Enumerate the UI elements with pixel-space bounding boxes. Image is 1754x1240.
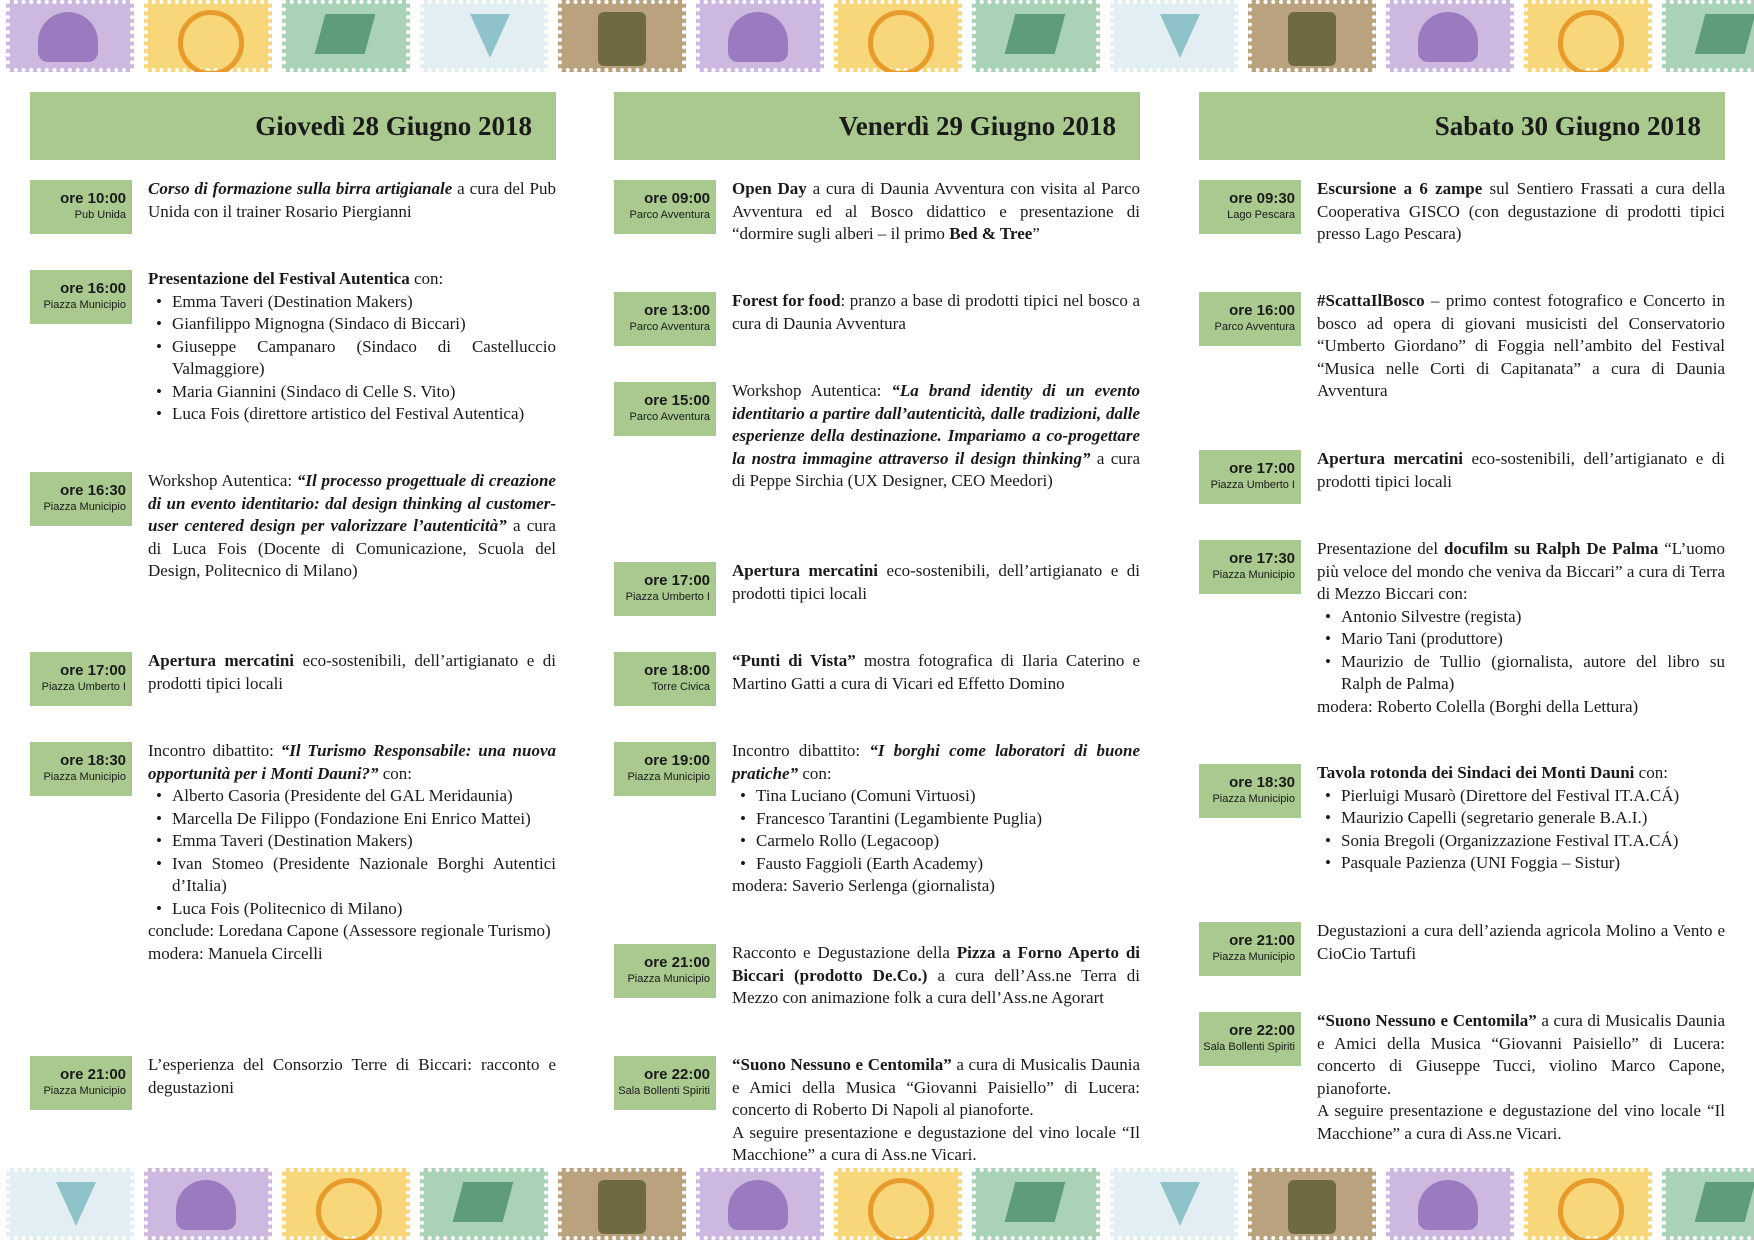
event-description bbox=[148, 740, 556, 965]
event-item bbox=[614, 290, 1140, 335]
event-item bbox=[614, 650, 1140, 695]
event-description bbox=[732, 178, 1140, 246]
event-note: modera: Roberto Colella (Borghi della Lettura) bbox=[1317, 696, 1639, 716]
event-text-segment: “Suono Nessuno e Centomila” bbox=[1317, 1011, 1537, 1030]
time-badge bbox=[1199, 540, 1301, 594]
event-time: ore 10:00 bbox=[60, 190, 126, 207]
event-text bbox=[732, 178, 1140, 246]
time-badge bbox=[1199, 922, 1301, 976]
stamp-illustration bbox=[696, 1168, 824, 1240]
event-text-segment: Forest for food bbox=[732, 291, 841, 310]
event-item bbox=[614, 560, 1140, 605]
participant-list bbox=[1317, 785, 1725, 875]
event-description bbox=[732, 290, 1140, 335]
event-item bbox=[1199, 1010, 1725, 1145]
stamp-illustration bbox=[144, 0, 272, 72]
event-time: ore 16:00 bbox=[60, 280, 126, 297]
event-time: ore 21:00 bbox=[60, 1066, 126, 1083]
event-place: Piazza Municipio bbox=[1212, 951, 1295, 963]
event-text-segment: con: bbox=[798, 763, 832, 783]
event-text bbox=[732, 1054, 1140, 1122]
stamp-illustration bbox=[972, 0, 1100, 72]
event-text-segment: Tavola rotonda dei Sindaci dei Monti Dauni bbox=[1317, 763, 1635, 782]
event-text-segment: Workshop Autentica: bbox=[148, 471, 297, 490]
event-description bbox=[1317, 178, 1725, 246]
participant-list bbox=[1317, 606, 1725, 696]
day-column-saturday bbox=[1199, 92, 1725, 1167]
participant-item: • Antonio Silvestre (regista) bbox=[1317, 606, 1725, 629]
bottom-decorative-stamp-band bbox=[0, 1168, 1754, 1240]
event-place: Piazza Municipio bbox=[43, 771, 126, 783]
time-badge bbox=[1199, 292, 1301, 346]
stamp-illustration bbox=[1386, 0, 1514, 72]
event-time: ore 18:30 bbox=[60, 752, 126, 769]
event-time: ore 15:00 bbox=[644, 392, 710, 409]
participant-item: • Pasquale Pazienza (UNI Foggia – Sistur) bbox=[1317, 852, 1725, 875]
participant-item: • Giuseppe Campanaro (Sindaco di Castelluccio Valmaggiore) bbox=[148, 336, 556, 381]
event-text-segment: Presentazione del Festival Autentica bbox=[148, 269, 410, 288]
participant-item: • Maurizio Capelli (segretario generale B.A.I.) bbox=[1317, 807, 1725, 830]
event-time: ore 17:30 bbox=[1229, 550, 1295, 567]
event-text bbox=[732, 560, 1140, 605]
event-description bbox=[732, 1054, 1140, 1167]
event-text-segment: a cura di Peppe Sirchia (UX Designer, CEO Meedori) bbox=[732, 448, 1140, 490]
participant-item: • Emma Taveri (Destination Makers) bbox=[148, 830, 556, 853]
event-text-segment: con: bbox=[1634, 763, 1668, 782]
event-place: Parco Avventura bbox=[629, 321, 710, 333]
time-badge bbox=[30, 472, 132, 526]
time-badge bbox=[1199, 764, 1301, 818]
event-text bbox=[148, 740, 556, 785]
event-place: Piazza Umberto I bbox=[1210, 479, 1295, 491]
participant-item: • Maurizio de Tullio (giornalista, autore del libro su Ralph de Palma) bbox=[1317, 651, 1725, 696]
event-item bbox=[30, 268, 556, 426]
day-title: Sabato 30 Giugno 2018 bbox=[1434, 110, 1701, 141]
event-description bbox=[1317, 1010, 1725, 1145]
event-text bbox=[1317, 762, 1725, 785]
event-item bbox=[614, 942, 1140, 1010]
event-description bbox=[1317, 448, 1725, 493]
event-text-segment: docufilm su Ralph De Palma bbox=[1443, 539, 1659, 558]
event-text-segment: Apertura mercatini bbox=[148, 651, 295, 670]
event-text-emphasis: “Il Turismo Responsabile: una nuova opportunità per i Monti Dauni?” bbox=[148, 741, 556, 783]
event-time: ore 22:00 bbox=[1229, 1022, 1295, 1039]
event-time: ore 16:00 bbox=[1229, 302, 1295, 319]
participant-item: • Gianfilippo Mignogna (Sindaco di Biccari) bbox=[148, 313, 556, 336]
stamp-illustration bbox=[1110, 1168, 1238, 1240]
participant-item: • Mario Tani (produttore) bbox=[1317, 628, 1725, 651]
event-text bbox=[1317, 920, 1725, 965]
event-description bbox=[148, 178, 556, 223]
participant-item: • Sonia Bregoli (Organizzazione Festival IT.A.CÁ) bbox=[1317, 830, 1725, 853]
stamp-illustration bbox=[972, 1168, 1100, 1240]
event-place: Piazza Municipio bbox=[43, 501, 126, 513]
stamp-illustration bbox=[6, 0, 134, 72]
event-description bbox=[732, 942, 1140, 1010]
event-text bbox=[1317, 290, 1725, 403]
event-place: Lago Pescara bbox=[1227, 209, 1295, 221]
participant-item: • Tina Luciano (Comuni Virtuosi) bbox=[732, 785, 1140, 808]
time-badge bbox=[1199, 1012, 1301, 1066]
event-text bbox=[148, 1054, 556, 1099]
event-text-segment: Workshop Autentica: bbox=[732, 381, 892, 400]
event-text-segment: Racconto e Degustazione della bbox=[732, 943, 957, 962]
event-item bbox=[1199, 448, 1725, 493]
event-place: Parco Avventura bbox=[629, 209, 710, 221]
event-item bbox=[30, 470, 556, 583]
event-time: ore 22:00 bbox=[644, 1066, 710, 1083]
event-text bbox=[1317, 1010, 1725, 1100]
event-description bbox=[732, 380, 1140, 493]
stamp-illustration bbox=[1386, 1168, 1514, 1240]
stamp-illustration bbox=[420, 0, 548, 72]
event-text bbox=[148, 178, 556, 223]
event-text-emphasis: “La brand identity di un evento identitario a partire dall’autenticità, dalle tradizioni, dalle esperienze della destinazione. Impariamo a co-progettare la nostra immagine attraverso il design thinking” bbox=[732, 381, 1140, 468]
time-badge bbox=[30, 742, 132, 796]
event-item bbox=[30, 740, 556, 965]
participant-item: • Luca Fois (direttore artistico del Festival Autentica) bbox=[148, 403, 556, 426]
stamp-illustration bbox=[1110, 0, 1238, 72]
event-text-segment: Incontro dibattito: bbox=[148, 741, 281, 760]
time-badge bbox=[614, 742, 716, 796]
time-badge bbox=[30, 652, 132, 706]
event-item bbox=[614, 380, 1140, 493]
stamp-illustration bbox=[1662, 1168, 1754, 1240]
event-text-segment: “Suono Nessuno e Centomila” bbox=[732, 1055, 952, 1074]
event-text-segment: Apertura mercatini bbox=[1317, 449, 1464, 468]
stamp-illustration bbox=[420, 1168, 548, 1240]
event-text-segment: eco-sostenibili, dell’artigianato e di prodotti tipici locali bbox=[148, 651, 556, 693]
day-column-friday bbox=[614, 92, 1140, 1167]
event-place: Piazza Municipio bbox=[1212, 793, 1295, 805]
event-text bbox=[148, 268, 556, 291]
event-text-emphasis: Corso di formazione sulla birra artigianale bbox=[148, 179, 453, 198]
stamp-illustration bbox=[282, 1168, 410, 1240]
event-place: Piazza Umberto I bbox=[41, 681, 126, 693]
event-text-segment: a cura del Pub Unida con il trainer Rosario Piergianni bbox=[148, 179, 556, 221]
event-place: Piazza Municipio bbox=[627, 771, 710, 783]
event-item bbox=[30, 178, 556, 223]
time-badge bbox=[1199, 180, 1301, 234]
event-text-segment: “Punti di Vista” bbox=[732, 651, 856, 670]
event-text-segment: “L’uomo più veloce del mondo che veniva da Biccari” a cura di Terra di Mezzo Biccari con: bbox=[1317, 539, 1725, 603]
event-description bbox=[148, 470, 556, 583]
event-description bbox=[732, 650, 1140, 695]
stamp-illustration bbox=[834, 1168, 962, 1240]
time-badge bbox=[614, 652, 716, 706]
event-place: Parco Avventura bbox=[629, 411, 710, 423]
event-text-emphasis: “I borghi come laboratori di buone pratiche” bbox=[732, 741, 1140, 783]
event-place: Sala Bollenti Spiriti bbox=[1203, 1041, 1295, 1053]
stamp-illustration bbox=[1248, 1168, 1376, 1240]
participant-list bbox=[732, 785, 1140, 875]
day-header bbox=[614, 92, 1140, 160]
participant-item: • Fausto Faggioli (Earth Academy) bbox=[732, 853, 1140, 876]
event-note: conclude: Loredana Capone (Assessore regionale Turismo) bbox=[148, 921, 551, 940]
event-description bbox=[148, 268, 556, 426]
event-item bbox=[614, 740, 1140, 898]
event-place: Parco Avventura bbox=[1214, 321, 1295, 333]
event-time: ore 09:30 bbox=[1229, 190, 1295, 207]
event-text bbox=[148, 650, 556, 695]
event-text-segment: Open Day bbox=[732, 179, 807, 198]
day-header bbox=[1199, 92, 1725, 160]
time-badge bbox=[30, 180, 132, 234]
time-badge bbox=[614, 562, 716, 616]
participant-item: • Pierluigi Musarò (Direttore del Festival IT.A.CÁ) bbox=[1317, 785, 1725, 808]
stamp-illustration bbox=[1524, 1168, 1652, 1240]
event-note: modera: Manuela Circelli bbox=[148, 943, 323, 963]
event-text-segment: : pranzo a base di prodotti tipici nel bosco a cura di Daunia Avventura bbox=[732, 291, 1140, 333]
event-item bbox=[614, 178, 1140, 246]
event-description bbox=[732, 740, 1140, 898]
participant-item: • Marcella De Filippo (Fondazione Eni Enrico Mattei) bbox=[148, 808, 556, 831]
event-note: modera: Saverio Serlenga (giornalista) bbox=[732, 876, 995, 895]
time-badge bbox=[30, 270, 132, 324]
day-header bbox=[30, 92, 556, 160]
event-time: ore 21:00 bbox=[1229, 932, 1295, 949]
event-text-emphasis: “Il processo progettuale di creazione di un evento identitario: dal design thinking al customer-user centered design per valorizzare l’autenticità” bbox=[148, 471, 556, 535]
stamp-illustration bbox=[558, 1168, 686, 1240]
event-time: ore 13:00 bbox=[644, 302, 710, 319]
event-description bbox=[148, 650, 556, 695]
event-time: ore 18:30 bbox=[1229, 774, 1295, 791]
event-item bbox=[30, 650, 556, 695]
event-text bbox=[732, 380, 1140, 493]
event-text-segment: ” bbox=[1032, 224, 1040, 243]
participant-item: • Maria Giannini (Sindaco di Celle S. Vito) bbox=[148, 381, 556, 404]
stamp-illustration bbox=[696, 0, 824, 72]
day-title: Venerdì 29 Giugno 2018 bbox=[838, 110, 1116, 141]
participant-item: • Alberto Casoria (Presidente del GAL Meridaunia) bbox=[148, 785, 556, 808]
event-text-segment: L’esperienza del Consorzio Terre di Biccari: racconto e degustazioni bbox=[148, 1055, 556, 1097]
event-place: Torre Civica bbox=[651, 681, 710, 693]
event-text-segment: Degustazioni a cura dell’azienda agricola Molino a Vento e CioCio Tartufi bbox=[1317, 921, 1725, 963]
event-text-segment: Apertura mercatini bbox=[732, 561, 879, 580]
event-text-segment: eco-sostenibili, dell’artigianato e di prodotti tipici locali bbox=[1317, 449, 1725, 491]
time-badge bbox=[30, 1056, 132, 1110]
participant-item: • Ivan Stomeo (Presidente Nazionale Borghi Autentici d’Italia) bbox=[148, 853, 556, 898]
event-note: A seguire presentazione e degustazione del vino locale “Il Macchione” a cura di Ass.ne Vicari. bbox=[1317, 1101, 1725, 1143]
event-place: Piazza Municipio bbox=[43, 299, 126, 311]
event-text bbox=[148, 470, 556, 583]
time-badge bbox=[614, 382, 716, 436]
event-text bbox=[732, 942, 1140, 1010]
stamp-illustration bbox=[834, 0, 962, 72]
event-item bbox=[1199, 762, 1725, 875]
event-item bbox=[1199, 178, 1725, 246]
time-badge bbox=[614, 944, 716, 998]
event-description bbox=[1317, 538, 1725, 718]
event-text-segment: sul Sentiero Frassati a cura della Cooperativa GISCO (con degustazione di prodotti tipici presso Lago Pescara) bbox=[1317, 179, 1725, 243]
event-text-segment: Pizza a Forno Aperto di Biccari (prodotto De.Co.) bbox=[732, 943, 1140, 985]
event-text-segment: Escursione a 6 zampe bbox=[1317, 179, 1483, 198]
event-time: ore 17:00 bbox=[60, 662, 126, 679]
stamp-illustration bbox=[558, 0, 686, 72]
event-text-segment: a cura di Musicalis Daunia e Amici della Musica “Giovanni Paisiello” di Lucera: concerto di Giuseppe Tucci, violino Marco Capone, pianoforte. bbox=[1317, 1011, 1726, 1098]
event-item bbox=[1199, 538, 1725, 718]
participant-item: • Emma Taveri (Destination Makers) bbox=[148, 291, 556, 314]
event-text-segment: – primo contest fotografico e Concerto in bosco ad opera di giovani musicisti del Conservatorio “Umberto Giordano” di Foggia nell’ambito del Festival “Musica nelle Corti di Capitanata” a cura di Daunia Avventura bbox=[1317, 291, 1725, 400]
event-place: Piazza Municipio bbox=[1212, 569, 1295, 581]
participant-item: • Francesco Tarantini (Legambiente Puglia) bbox=[732, 808, 1140, 831]
top-decorative-stamp-band bbox=[0, 0, 1754, 72]
event-description bbox=[148, 1054, 556, 1099]
event-description bbox=[732, 560, 1140, 605]
participant-item: • Luca Fois (Politecnico di Milano) bbox=[148, 898, 556, 921]
event-text-segment: a cura dell’Ass.ne Terra di Mezzo con animazione folk a cura dell’Ass.ne Agorart bbox=[732, 965, 1141, 1007]
participant-list bbox=[148, 291, 556, 426]
day-column-thursday bbox=[30, 92, 556, 1167]
event-text bbox=[1317, 178, 1725, 246]
event-description bbox=[1317, 290, 1725, 403]
event-text bbox=[732, 740, 1140, 785]
event-time: ore 17:00 bbox=[644, 572, 710, 589]
event-item bbox=[1199, 290, 1725, 403]
event-description bbox=[1317, 762, 1725, 875]
event-place: Pub Unida bbox=[74, 209, 126, 221]
time-badge bbox=[614, 1056, 716, 1110]
time-badge bbox=[1199, 450, 1301, 504]
event-place: Piazza Municipio bbox=[43, 1085, 126, 1097]
day-title: Giovedì 28 Giugno 2018 bbox=[255, 110, 532, 141]
event-text bbox=[732, 290, 1140, 335]
stamp-illustration bbox=[1524, 0, 1652, 72]
event-place: Piazza Umberto I bbox=[625, 591, 710, 603]
event-item bbox=[614, 1054, 1140, 1167]
event-text-segment: mostra fotografica di Ilaria Caterino e Martino Gatti a cura di Vicari ed Effetto Domino bbox=[732, 651, 1141, 693]
stamp-illustration bbox=[282, 0, 410, 72]
participant-item: • Carmelo Rollo (Legacoop) bbox=[732, 830, 1140, 853]
event-text-segment: a cura di Daunia Avventura con visita al Parco Avventura ed al Bosco didattico e presentazione di “dormire sugli alberi – il primo bbox=[732, 179, 1140, 243]
event-time: ore 19:00 bbox=[644, 752, 710, 769]
event-text-segment: con: bbox=[409, 269, 444, 288]
participant-list bbox=[148, 785, 556, 920]
time-badge bbox=[614, 180, 716, 234]
time-badge bbox=[614, 292, 716, 346]
event-text bbox=[1317, 538, 1725, 606]
event-text-segment: a cura di Luca Fois (Docente di Comunicazione, Scuola del Design, Politecnico di Milano) bbox=[148, 516, 556, 580]
event-place: Sala Bollenti Spiriti bbox=[618, 1085, 710, 1097]
stamp-illustration bbox=[6, 1168, 134, 1240]
event-item bbox=[30, 1054, 556, 1099]
event-time: ore 17:00 bbox=[1229, 460, 1295, 477]
event-text-segment: a cura di Musicalis Daunia e Amici della Musica “Giovanni Paisiello” di Lucera: concerto di Roberto Di Napoli al pianoforte. bbox=[732, 1055, 1141, 1119]
event-text-segment: Incontro dibattito: bbox=[732, 741, 870, 760]
stamp-illustration bbox=[1662, 0, 1754, 72]
event-text-segment: Presentazione del bbox=[1317, 539, 1444, 558]
event-item bbox=[1199, 920, 1725, 965]
event-time: ore 21:00 bbox=[644, 954, 710, 971]
event-text bbox=[1317, 448, 1725, 493]
event-note: A seguire presentazione e degustazione del vino locale “Il Macchione” a cura di Ass.ne Vicari. bbox=[732, 1122, 1140, 1164]
event-text-segment: con: bbox=[378, 763, 413, 783]
event-time: ore 09:00 bbox=[644, 190, 710, 207]
event-text-segment: #ScattaIlBosco bbox=[1317, 291, 1425, 310]
event-time: ore 18:00 bbox=[644, 662, 710, 679]
event-time: ore 16:30 bbox=[60, 482, 126, 499]
stamp-illustration bbox=[144, 1168, 272, 1240]
event-text-segment: eco-sostenibili, dell’artigianato e di prodotti tipici locali bbox=[732, 561, 1140, 603]
event-place: Piazza Municipio bbox=[627, 973, 710, 985]
event-text-segment bbox=[148, 179, 452, 198]
event-text-segment: Bed & Tree bbox=[949, 224, 1033, 243]
event-description bbox=[1317, 920, 1725, 965]
stamp-illustration bbox=[1248, 0, 1376, 72]
event-text bbox=[732, 650, 1140, 695]
